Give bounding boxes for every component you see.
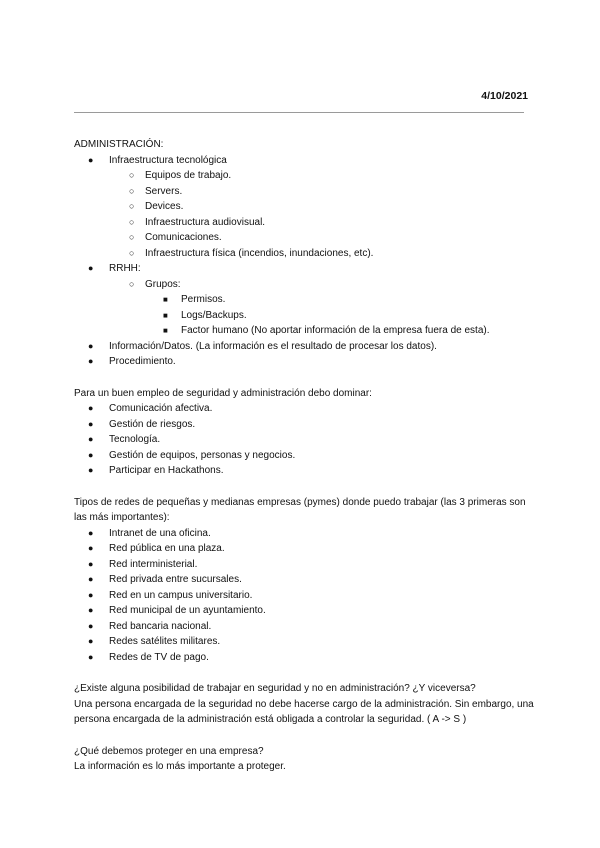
list-item: ● Redes satélites militares. xyxy=(74,634,534,650)
bullet-hollow-circle-icon: ○ xyxy=(129,278,135,289)
list-item: ● Infraestructura tecnológica xyxy=(74,153,534,169)
bullet-filled-circle-icon: ● xyxy=(88,418,94,429)
list-item: ■ Permisos. xyxy=(74,292,534,308)
list-item: ● Gestión de riesgos. xyxy=(74,417,534,433)
bullet-filled-circle-icon: ● xyxy=(88,356,94,366)
list-item: ● Intranet de una oficina. xyxy=(74,526,534,542)
bullet-filled-circle-icon: ● xyxy=(88,605,94,615)
list-item: ○ Infraestructura física (incendios, inundaciones, etc). xyxy=(74,246,534,262)
bullet-hollow-circle-icon: ○ xyxy=(129,170,135,180)
list-item: ● Comunicación afectiva. xyxy=(74,401,534,417)
list-item: ● Red bancaria nacional. xyxy=(74,619,534,635)
bullet-hollow-circle-icon: ○ xyxy=(129,247,135,258)
list-item: ● RRHH: xyxy=(74,261,534,277)
bullet-hollow-circle-icon: ○ xyxy=(129,216,135,227)
list-item: ○ Devices. xyxy=(74,199,534,215)
bullet-filled-circle-icon: ● xyxy=(88,527,94,538)
list-item: ○ Servers. xyxy=(74,184,534,200)
list-item: ● Red municipal de un ayuntamiento. xyxy=(74,603,534,619)
skills-intro: Para un buen empleo de seguridad y administración debo dominar: xyxy=(74,387,372,399)
bullet-filled-circle-icon: ● xyxy=(88,636,94,646)
bullet-filled-circle-icon: ● xyxy=(88,558,94,569)
list-item: ● Gestión de equipos, personas y negocios. xyxy=(74,448,534,464)
list-item: ■ Logs/Backups. xyxy=(74,308,534,324)
list-item: ● Red pública en una plaza. xyxy=(74,541,534,557)
bullet-hollow-circle-icon: ○ xyxy=(129,232,135,242)
question-protect: ¿Qué debemos proteger en una empresa? xyxy=(74,745,264,757)
list-item: ○ Equipos de trabajo. xyxy=(74,168,534,184)
section-title-administracion: ADMINISTRACIÓN: xyxy=(74,139,164,150)
list-item: ● Procedimiento. xyxy=(74,354,534,370)
bullet-filled-circle-icon: ● xyxy=(88,403,94,413)
document-date: 4/10/2021 xyxy=(481,90,528,102)
bullet-filled-circle-icon: ● xyxy=(88,263,94,273)
answer-protect: La información es lo más importante a proteger. xyxy=(74,761,286,772)
list-item: ● Red interministerial. xyxy=(74,557,534,573)
list-item: ■ Factor humano (No aportar información de la empresa fuera de esta). xyxy=(74,323,534,339)
bullet-filled-circle-icon: ● xyxy=(88,543,94,553)
bullet-filled-circle-icon: ● xyxy=(88,620,94,631)
question-security-admin: ¿Existe alguna posibilidad de trabajar en seguridad y no en administración? ¿Y viceversa? xyxy=(74,683,476,694)
networks-intro: Tipos de redes de pequeñas y medianas empresas (pymes) donde puedo trabajar (las 3 primeras son las más importantes): xyxy=(74,496,526,523)
bullet-square-icon: ■ xyxy=(163,295,168,304)
bullet-filled-circle-icon: ● xyxy=(88,449,94,460)
document-body xyxy=(74,137,534,775)
bullet-filled-circle-icon: ● xyxy=(88,574,94,584)
bullet-filled-circle-icon: ● xyxy=(88,589,94,600)
header-divider xyxy=(74,112,524,113)
list-item: ○ Infraestructura audiovisual. xyxy=(74,215,534,231)
bullet-filled-circle-icon: ● xyxy=(88,154,94,165)
list-item: ● Red en un campus universitario. xyxy=(74,588,534,604)
list-item: ● Redes de TV de pago. xyxy=(74,650,534,666)
bullet-filled-circle-icon: ● xyxy=(88,340,94,351)
list-item: ● Información/Datos. (La información es el resultado de procesar los datos). xyxy=(74,339,534,355)
bullet-square-icon: ■ xyxy=(163,326,168,335)
bullet-filled-circle-icon: ● xyxy=(88,434,94,444)
list-item: ● Participar en Hackathons. xyxy=(74,463,534,479)
bullet-filled-circle-icon: ● xyxy=(88,465,94,475)
list-item: ● Tecnología. xyxy=(74,432,534,448)
bullet-hollow-circle-icon: ○ xyxy=(129,185,135,196)
bullet-hollow-circle-icon: ○ xyxy=(129,201,135,211)
bullet-filled-circle-icon: ● xyxy=(88,651,94,662)
list-item: ○ Grupos: xyxy=(74,277,534,293)
list-item: ● Red privada entre sucursales. xyxy=(74,572,534,588)
answer-security-admin: Una persona encargada de la seguridad no debe hacerse cargo de la administración. Sin embargo, una persona encargada de la administración está obligada a controlar la seguridad. ( A -> S ) xyxy=(74,698,534,725)
list-item: ○ Comunicaciones. xyxy=(74,230,534,246)
bullet-square-icon: ■ xyxy=(163,310,168,320)
